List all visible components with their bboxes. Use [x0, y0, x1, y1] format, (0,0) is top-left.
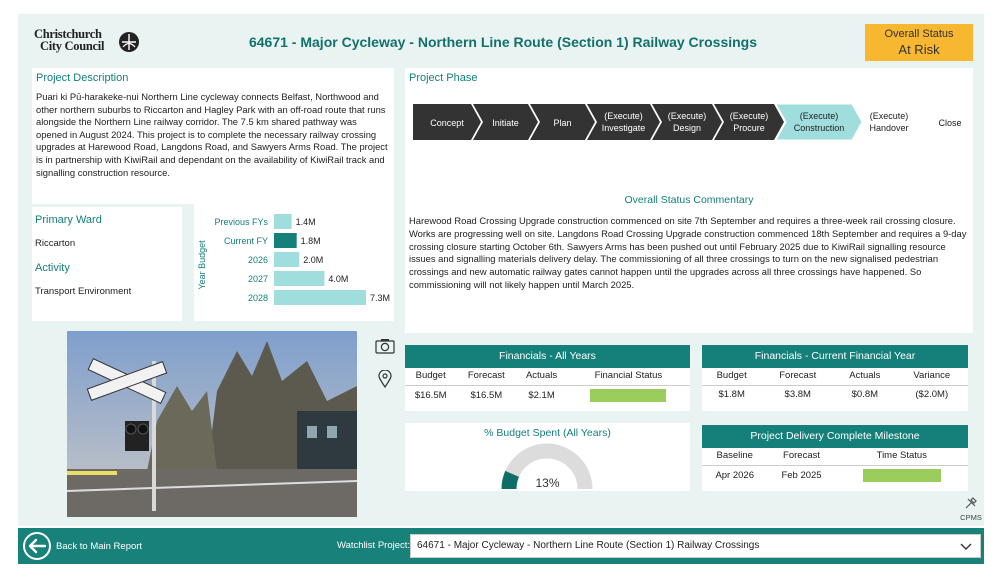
time-status-indicator: [863, 469, 941, 482]
phase-step-label: Procure: [733, 123, 765, 133]
financials-all-years-card: [405, 345, 690, 411]
budget-spent-card: [405, 423, 690, 491]
activity-label: Activity: [35, 262, 70, 274]
footer-bar: [18, 528, 984, 564]
report-canvas: [18, 14, 984, 526]
logo-line2: City Council: [40, 39, 105, 53]
phase-step-label: Construction: [793, 123, 845, 133]
milestone-col-time-status: Time Status: [836, 448, 968, 466]
chart-ylabel: Year Budget: [197, 240, 207, 290]
phase-step-label: Concept: [430, 118, 464, 128]
fin-cur-col-budget: Budget: [702, 368, 761, 386]
phase-step-label: (Execute): [729, 111, 769, 121]
council-logo: [34, 28, 144, 58]
milestone-card: [702, 425, 968, 491]
chart-category-label: Previous FYs: [214, 217, 268, 227]
page-title: 64671 - Major Cycleway - Northern Line Route (Section 1) Railway Crossings: [248, 34, 758, 50]
financials-current-year-table: [702, 368, 968, 403]
fin-cur-forecast: $3.8M: [784, 389, 811, 400]
chart-bar: [274, 214, 292, 229]
financials-current-year-heading: Financials - Current Financial Year: [702, 345, 968, 368]
activity-value: Transport Environment: [35, 286, 132, 297]
back-arrow-icon: [22, 531, 52, 561]
milestone-col-forecast: Forecast: [767, 448, 835, 466]
phase-step-current: [776, 104, 862, 140]
chart-value-label: 7.3M: [370, 293, 391, 303]
fin-all-col-forecast: Forecast: [456, 368, 516, 386]
overall-status-badge: [865, 24, 973, 61]
milestone-col-baseline: Baseline: [702, 448, 767, 466]
chart-value-label: 2.0M: [303, 255, 324, 265]
phase-step-label: Investigate: [601, 123, 646, 133]
project-phase-card: [405, 68, 973, 188]
chevron-down-icon: [960, 543, 972, 551]
phase-step-complete: [714, 104, 784, 140]
status-commentary-heading: Overall Status Commentary: [624, 194, 754, 206]
fin-all-col-budget: Budget: [405, 368, 456, 386]
chart-category-label: Current FY: [223, 236, 268, 246]
cpms-label: CPMS: [960, 513, 982, 522]
chart-category-label: 2027: [247, 274, 268, 284]
fin-cur-col-actuals: Actuals: [834, 368, 895, 386]
milestone-table: [702, 448, 968, 485]
financials-all-years-table: [405, 368, 690, 405]
project-description-heading: Project Description: [36, 72, 129, 84]
project-photo: [67, 331, 357, 517]
chart-value-label: 1.4M: [295, 217, 316, 227]
ward-card: [32, 207, 182, 321]
chart-bar: [274, 252, 299, 267]
financials-current-year-card: [702, 345, 968, 411]
primary-ward-value: Riccarton: [35, 238, 76, 249]
fin-cur-actuals: $0.8M: [851, 389, 879, 400]
phase-chevron-bar: [413, 104, 968, 142]
milestone-forecast: Feb 2025: [781, 470, 822, 481]
milestone-baseline: Apr 2026: [715, 470, 754, 481]
phase-step-label: Close: [938, 118, 962, 128]
back-to-main-label: Back to Main Report: [56, 540, 143, 552]
railway-crossing-photo: [67, 331, 357, 517]
year-budget-chart-card: [194, 203, 394, 321]
milestone-heading: Project Delivery Complete Milestone: [702, 425, 968, 448]
status-commentary-card: [405, 188, 973, 333]
camera-icon[interactable]: [375, 338, 395, 359]
phase-step-label: Handover: [869, 123, 909, 133]
fin-all-budget: $16.5M: [414, 390, 447, 401]
project-description-text: Puari ki Pū-harakeke-nui Northern Line cycleway connects Belfast, Northwood and other northern suburbs to Riccarton and Hagley Park with an off-road route that runs alongside the Northern Line railway corridor. The 7.5 km shared pathway was opened in August 2024. This project is to complete the necessary railway crossing upgrades at Harewood Road, Langdons Road, and Sawyers Arms Road. The project is in partnership with KiwiRail and dependant on the availability of KiwiRail track and signalling construction resource.: [36, 91, 388, 178]
cpms-link[interactable]: [958, 496, 984, 522]
status-commentary-text: Harewood Road Crossing Upgrade construction commenced on site 7th September and requires a three-week rail crossing closure. Works are progressing well on site. Langdons Road Crossing Upgrade construction commenced 18th September and requires a 9-day crossing closure starting October 6th. Sawyers Arms has been pushed out until February 2025 due to KiwiRail signalling resource issues and signalling materials delivery delay. The commissioning of all three crossings to turn on the new signalised pedestrian crossings and new automatic railway gates cannot happen until the upgrades across all three crossings have happened. So commissioning will not likely happen until March 2025.: [409, 215, 967, 290]
chart-bar: [274, 271, 324, 286]
phase-step-complete: [587, 104, 660, 140]
phase-step-label: (Execute): [667, 111, 707, 121]
fin-all-col-actuals: Actuals: [516, 368, 567, 386]
phase-step-label: Design: [672, 123, 702, 133]
fin-cur-budget: $1.8M: [718, 389, 745, 400]
budget-spent-heading: % Budget Spent (All Years): [484, 427, 611, 439]
fin-cur-col-forecast: Forecast: [761, 368, 834, 386]
milestone-time-status-cell: [836, 466, 968, 486]
fin-all-actuals: $2.1M: [528, 390, 555, 401]
tools-icon: [964, 496, 978, 510]
overall-status-label: Overall Status: [884, 28, 954, 40]
chart-category-label: 2028: [247, 293, 268, 303]
year-budget-chart: [194, 203, 394, 321]
phase-chevrons: [413, 104, 973, 144]
fin-cur-col-variance: Variance: [896, 368, 969, 386]
chart-category-label: 2026: [247, 255, 268, 265]
phase-step-label: (Execute): [869, 111, 909, 121]
fin-all-status-cell: [567, 386, 690, 406]
project-description-card: [32, 68, 394, 204]
logo-line1: Christchurch: [34, 27, 102, 41]
watchlist-project-select[interactable]: [410, 534, 981, 558]
logo-emblem-icon: [118, 31, 140, 53]
chart-bar: [274, 233, 297, 248]
primary-ward-label: Primary Ward: [35, 214, 102, 226]
map-pin-icon[interactable]: [378, 370, 392, 393]
phase-step-complete: [652, 104, 722, 140]
fin-all-forecast: $16.5M: [470, 390, 503, 401]
financials-all-years-heading: Financials - All Years: [405, 345, 690, 368]
phase-step-label: (Execute): [604, 111, 643, 121]
back-to-main-button[interactable]: [22, 531, 142, 561]
watchlist-project-value: 64671 - Major Cycleway - Northern Line Route (Section 1) Railway Crossings: [417, 540, 760, 551]
phase-step-label: Plan: [553, 118, 572, 128]
fin-cur-variance: ($2.0M): [915, 389, 949, 400]
project-phase-heading: Project Phase: [409, 72, 478, 84]
budget-spent-value: 13%: [535, 476, 560, 490]
chart-value-label: 1.8M: [300, 236, 321, 246]
financial-status-indicator: [590, 389, 666, 402]
chart-value-label: 4.0M: [328, 274, 349, 284]
phase-step-label: Initiate: [492, 118, 519, 128]
overall-status-value: At Risk: [898, 42, 940, 57]
phase-step-label: (Execute): [799, 111, 839, 121]
chart-bar: [274, 290, 366, 305]
fin-all-col-status: Financial Status: [567, 368, 690, 386]
watchlist-label: Watchlist Project:: [337, 540, 411, 551]
